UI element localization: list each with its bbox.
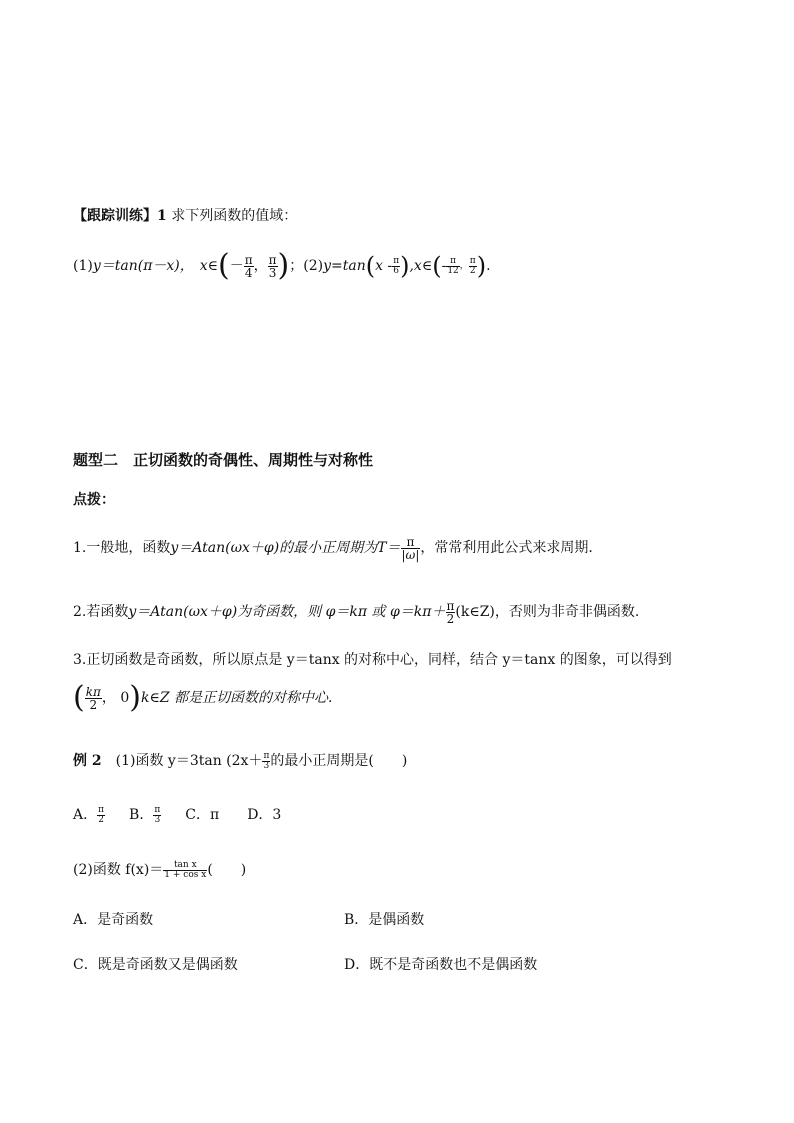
tip-label: 点拨： <box>73 492 115 508</box>
p1-neg: － <box>229 258 244 274</box>
p2-prefix: (2) <box>303 258 324 274</box>
fraction-pi-omega: $\frac{\pi}{|\omega|}$ <box>401 534 420 562</box>
fraction-pi-3: $\frac{\pi}{3}$ <box>263 750 270 771</box>
option-d: D．3 <box>247 807 282 823</box>
choice-a: A．是奇函数 <box>73 912 154 928</box>
track-text: 求下列函数的值域： <box>171 208 298 224</box>
option-c: C．π <box>185 807 220 823</box>
left-paren: ( <box>218 248 230 283</box>
track-heading <box>73 206 297 226</box>
tip-3-line2 <box>73 678 332 718</box>
q1-text: (1)函数 y＝3tan (2x＋ <box>115 753 263 769</box>
tip-1-prefix: 1.一般地，函数 <box>73 540 171 556</box>
track-problems <box>73 246 491 286</box>
choice-c: C．既是奇函数又是偶函数 <box>73 957 238 973</box>
tip-3-zero: ， 0 <box>101 690 130 706</box>
fraction-pi-3: $\frac{\pi}{3}$ <box>268 252 277 280</box>
tip-3-suffix: k∈Z 都是正切函数的对称中心. <box>140 690 333 706</box>
semicolon: ； <box>289 258 304 274</box>
example-label: 例 2 <box>73 753 102 769</box>
fraction-pi-4: $\frac{\pi}{4}$ <box>244 252 253 280</box>
tip-2-suffix: (k∈Z)，否则为非奇非偶函数. <box>455 604 640 620</box>
choice-b: B．是偶函数 <box>344 912 425 928</box>
fraction-pi-6: $\frac{\pi}{6}$ <box>393 255 400 276</box>
tip-3-line1: 3.正切函数是奇函数，所以原点是 y＝tanx 的对称中心，同样，结合 y＝tanx 的图象，可以得到 <box>73 652 672 668</box>
p2-neg: - <box>441 258 447 274</box>
p2-x: x - <box>375 258 393 274</box>
tip-2-formula: y＝Atan(ωx＋φ)为奇函数，则 φ＝kπ 或 φ＝kπ＋ <box>128 604 446 620</box>
left-paren: ( <box>73 680 85 715</box>
left-paren: ( <box>432 252 442 280</box>
section-title: 题型二 正切函数的奇偶性、周期性与对称性 <box>73 451 374 469</box>
choice-d: D．既不是奇函数也不是偶函数 <box>344 957 538 973</box>
q2-text: (2)函数 f(x)＝ <box>73 862 164 878</box>
right-paren: ) <box>476 252 487 280</box>
tip-1-suffix: ，常常利用此公式来求周期. <box>420 540 593 556</box>
p1-equation: y＝tan(π－x)， <box>92 258 194 274</box>
q1-suffix: 的最小正周期是( ) <box>270 753 408 769</box>
fraction-pi-2: $\frac{\pi}{2}$ <box>98 804 105 825</box>
fraction-pi-3: $\frac{\pi}{3}$ <box>154 804 161 825</box>
comma: ， <box>459 261 469 271</box>
p2-equation: y=tan <box>323 258 366 274</box>
tip-1-formula: y＝Atan(ωx＋φ)的最小正周期为 <box>170 540 378 556</box>
q2-suffix: ( ) <box>207 862 247 878</box>
p1-prefix: (1) <box>73 258 93 274</box>
right-paren: ) <box>277 248 290 283</box>
p1-x: x∈ <box>199 258 219 274</box>
tip-2 <box>73 594 639 630</box>
right-paren: ) <box>400 252 410 280</box>
example-2-q2 <box>73 852 246 888</box>
option-a-label: A． <box>73 807 98 823</box>
example-2-q1 <box>73 745 407 777</box>
track-label: 【跟踪训练】1 <box>73 208 167 224</box>
tip-1-T: T＝ <box>377 540 401 556</box>
tip-1 <box>73 530 593 566</box>
option-b-label: B． <box>129 807 154 823</box>
left-paren: ( <box>365 252 376 280</box>
q1-options <box>73 798 281 832</box>
p2-domain: ,x∈ <box>409 258 433 274</box>
period: . <box>486 258 491 274</box>
fraction-pi-2: $\frac{\pi}{2}$ <box>446 598 455 626</box>
right-paren: ) <box>129 680 141 715</box>
comma: ， <box>253 258 268 274</box>
fraction-kpi-2: $\frac{k\pi}{2}$ <box>85 684 101 712</box>
tip-2-prefix: 2.若函数 <box>73 604 129 620</box>
fraction-tan-over-1-plus-cos: $\frac{\text{tan x}}{\text{1 + cos x}}$ <box>164 859 207 880</box>
fraction-pi-12: $\frac{\pi}{12}$ <box>447 255 459 276</box>
fraction-pi-2: $\frac{\pi}{2}$ <box>469 255 476 276</box>
